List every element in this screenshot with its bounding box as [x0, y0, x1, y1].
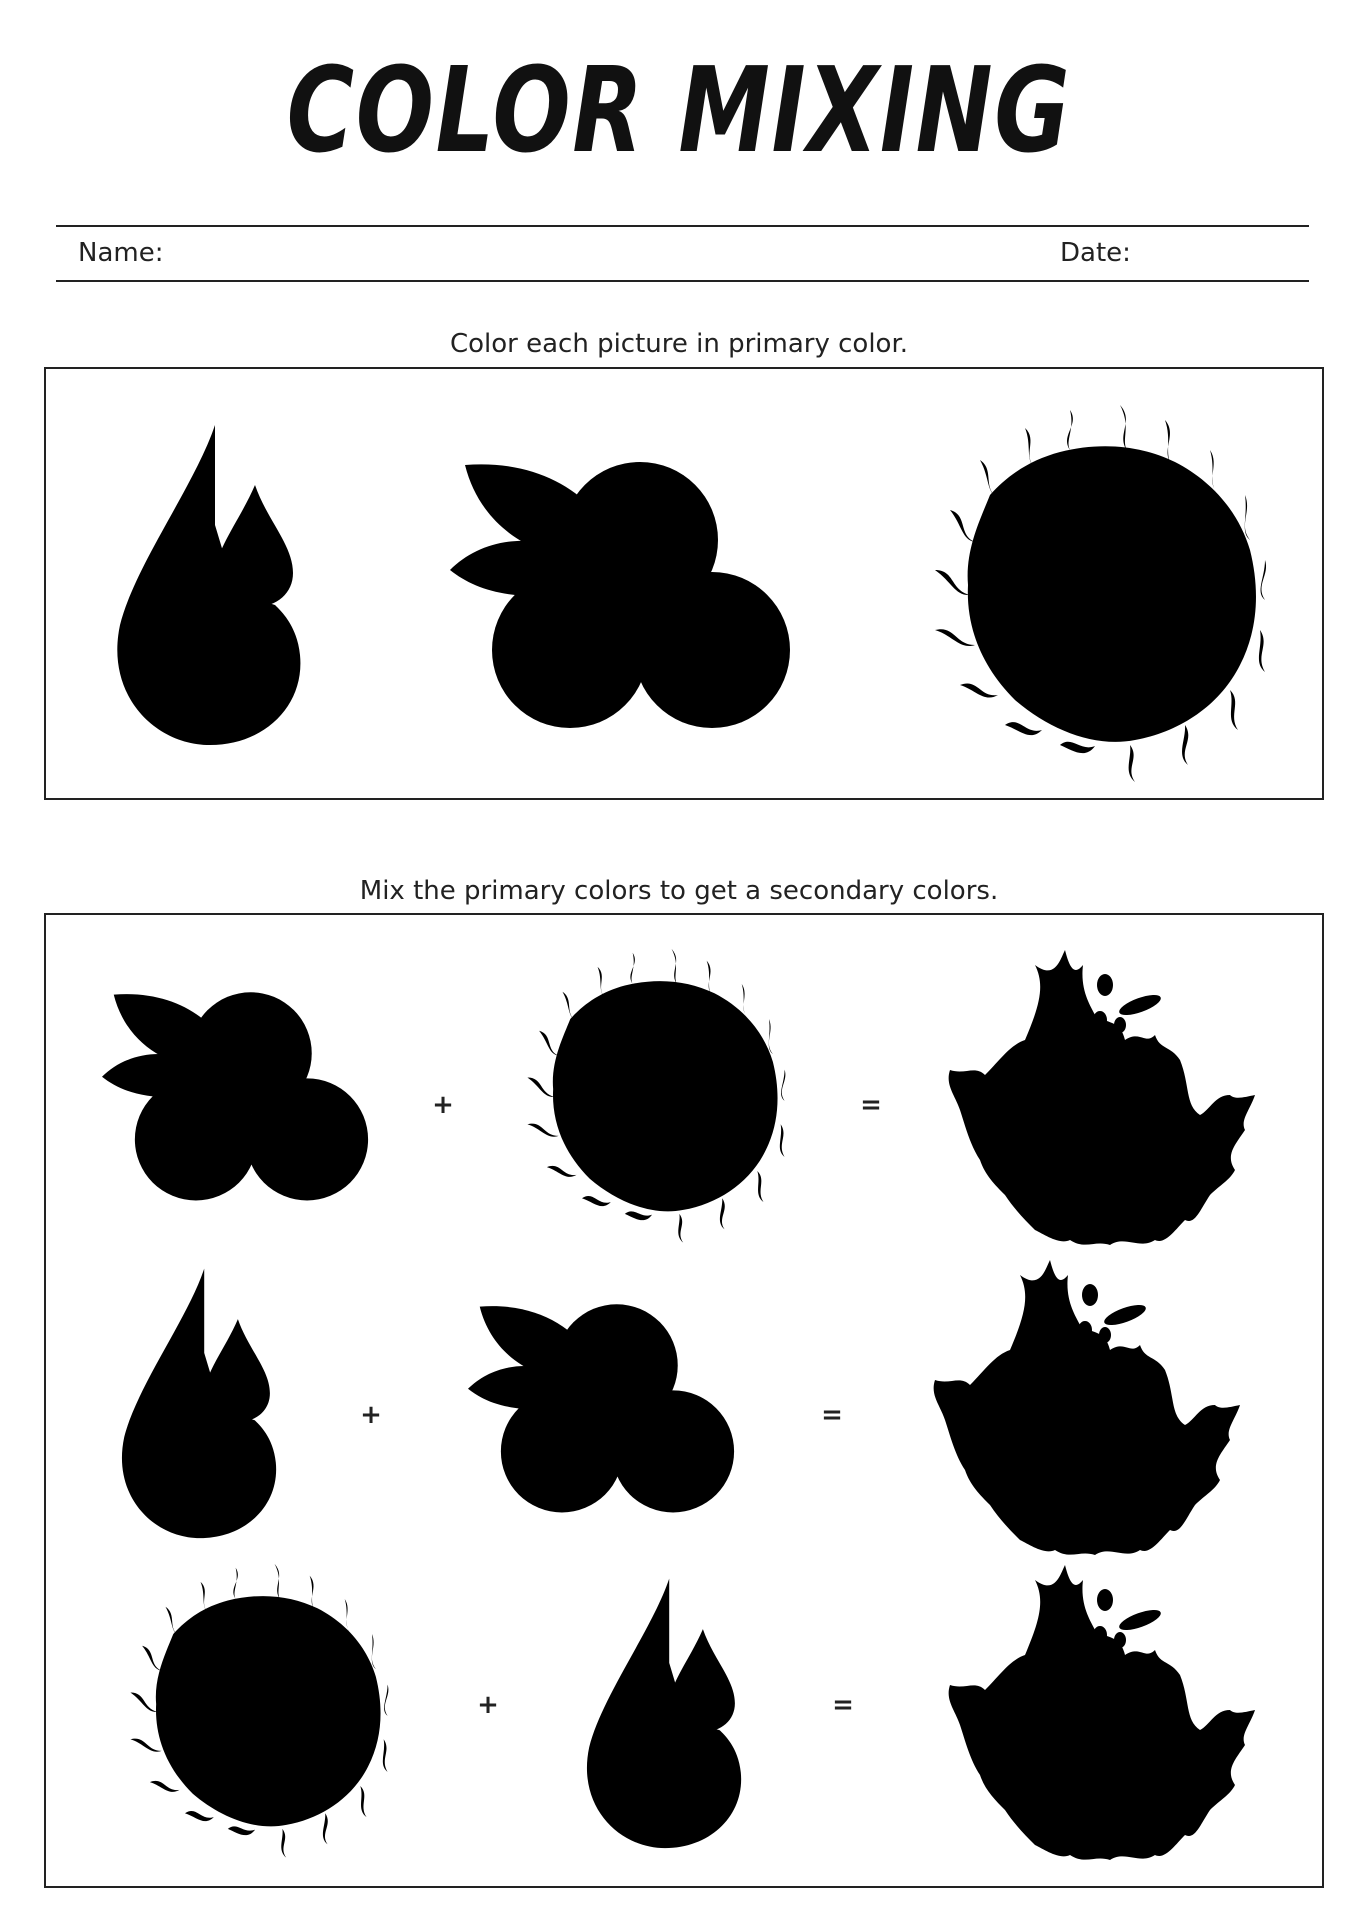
- berries-icon: [102, 978, 372, 1203]
- paint-splash-icon: [930, 1255, 1245, 1560]
- paint-splash-icon: [945, 1560, 1260, 1865]
- date-label: Date:: [1060, 238, 1131, 268]
- water-drop-icon: [120, 1268, 280, 1543]
- equals-sign: =: [860, 1090, 882, 1120]
- header-rule-bottom: [56, 280, 1309, 282]
- equals-sign: =: [821, 1400, 843, 1430]
- secondary-instruction: Mix the primary colors to get a secondary colors.: [359, 876, 999, 906]
- sun-icon: [920, 400, 1280, 785]
- primary-instruction: Color each picture in primary color.: [449, 329, 909, 359]
- water-drop-icon: [585, 1578, 745, 1853]
- plus-sign: +: [477, 1690, 499, 1720]
- header-rule-top: [56, 225, 1309, 227]
- sun-icon: [515, 945, 797, 1245]
- plus-sign: +: [360, 1400, 382, 1430]
- berries-icon: [450, 445, 795, 730]
- plus-sign: +: [432, 1090, 454, 1120]
- paint-splash-icon: [945, 945, 1260, 1250]
- berries-icon: [468, 1290, 738, 1515]
- water-drop-icon: [115, 425, 305, 750]
- worksheet-title: COLOR MIXING: [286, 41, 1072, 179]
- sun-icon: [118, 1560, 400, 1860]
- equals-sign: =: [832, 1690, 854, 1720]
- name-label: Name:: [78, 238, 164, 268]
